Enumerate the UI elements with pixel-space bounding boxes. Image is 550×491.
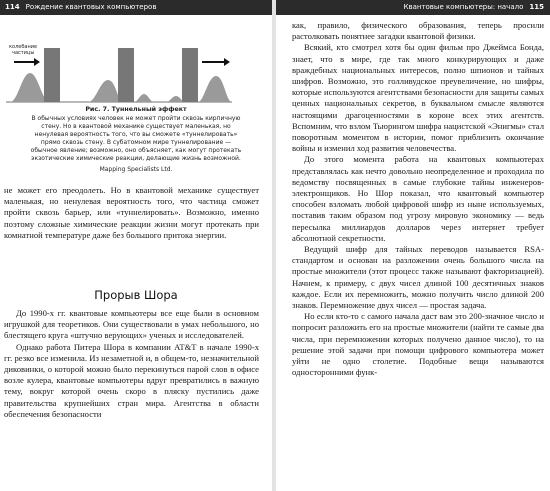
figure-caption-text: В обычных условиях человек не может пройти сквозь кирпичную стену. Но в квантовой механике существует маленькая, но ненулевая вероятность того, что вы сможете «туннелировать» прямо сквозь стену. В субатомном мире туннелирование — обычное явление; возможно, оно объясняет, как могут протекать экзотические химические реакции, делающие жизнь возможной. [30,115,242,162]
paragraph: Однако работа Питера Шора в компании AT&T в начале 1990-х гг. резко все изменила. Из незаметной и, в общем-то, незначительной диковинки, о которой можно было перекинуться парой слов в офисе возле кулера, квантовые компьютеры вдруг превратились в важную тему, вокруг которой очень скоро в пляску пустились даже правительства крупнейших стран мира. Агентства в области обеспечения безопасности [4,341,259,419]
figure-title: Рис. 7. Туннельный эффект [85,106,187,113]
figure-credit: Mapping Specialists Ltd. [99,166,173,173]
figure-caption [30,106,242,174]
left-body-bottom [4,308,259,420]
arrow-head-1 [34,58,40,66]
paragraph: Но если кто-то с самого начала даст вам это 200-значное число и попросит разложить его на простые множители (найти те самые два числа, при перемножении которых получено данное число), то на решение этой задачи при помощи цифрового компьютера может уйти не одно столетие. Подобные вещи называются односторонними функ- [292,311,544,378]
wave-packet-2a [88,80,122,102]
wall-1 [44,48,60,102]
arrow-head-3 [224,58,230,66]
left-page-number: 114 [5,3,20,11]
wall-2 [118,48,134,102]
paragraph: как, правило, физического образования, теперь просили растолковать понятнее загадки квантовой физики. [292,20,544,42]
paragraph: Ведущий шифр для тайных переводов называется RSA-стандартом и основан на разложении очень большого числа на простые множители (этот процесс также называют факторизацией). Начнем, к примеру, с двух чисел длиной 100 десятичных знаков каждое. Если их перемножить, можно получить число длиной 200 знаков. Перемножение двух чисел — простая задача. [292,244,544,311]
left-running-title: Рождение квантовых компьютеров [25,3,157,11]
paragraph: До 1990-х гг. квантовые компьютеры все еще были в основном игрушкой для теоретиков. Они существовали в умах небольшого, но блестящего круга «штучно верующих» ученых и исследователей. [4,308,259,341]
wave-packet-3b [198,76,232,102]
paragraph: Всякий, кто смотрел хотя бы один фильм про Джеймса Бонда, знает, что в мире, где так много конкурирующих и даже враждебных национальных интересов, полно шпионов и тайных шифров. Возможно, это голливудское преувеличение, но шифры, которые используются агентствами безопасности для защиты самых ценных национальных секретов, в буквальном смысле являются настоящими драгоценностями в короне всех этих агентств. Вспомним, что взлом Тьюрингом шифра нацистской «Энигмы» стал поворотным моментом в истории, помог приблизить окончание войны и изменил ход развития человечества. [292,42,544,154]
section-heading: Прорыв Шора [94,288,178,302]
tunnel-effect-figure [0,18,272,106]
arrow-label-line1: колебание [9,44,38,50]
arrow-label-line2: частицы [12,50,35,56]
left-body-top [4,185,259,241]
left-running-header [0,0,272,15]
left-page [0,0,272,491]
right-page [276,0,550,491]
right-body [292,20,544,379]
right-running-title: Квантовые компьютеры: начало [403,3,524,11]
paragraph: До этого момента работа на квантовых компьютерах представлялась как нечто довольно неопределенное и проходила по ведомству посвященных в самые глубокие тайны инженеров-электронщиков. Но Шор показал, что квантовый компьютер способен взломать любой цифровой шифр из ныне используемых, поставив таким образом под угрозу мировую экономику — ведь пересылка миллиардов долларов через интернет требует абсолютной секретности. [292,154,544,243]
right-running-header [276,0,550,15]
wave-packet-2b [134,94,154,102]
right-page-number: 115 [529,3,544,11]
paragraph: не может его преодолеть. Но в квантовой механике существует маленькая, но ненулевая вероятность того, что частица сможет пройти сквозь барьер, или «туннелировать». Возможно, именно поэтому сложные химические реакции жизни могут протекать при комнатной температуре даже без большого притока энергии. [4,185,259,240]
wave-packet-3a [166,96,184,102]
wall-3 [182,48,198,102]
